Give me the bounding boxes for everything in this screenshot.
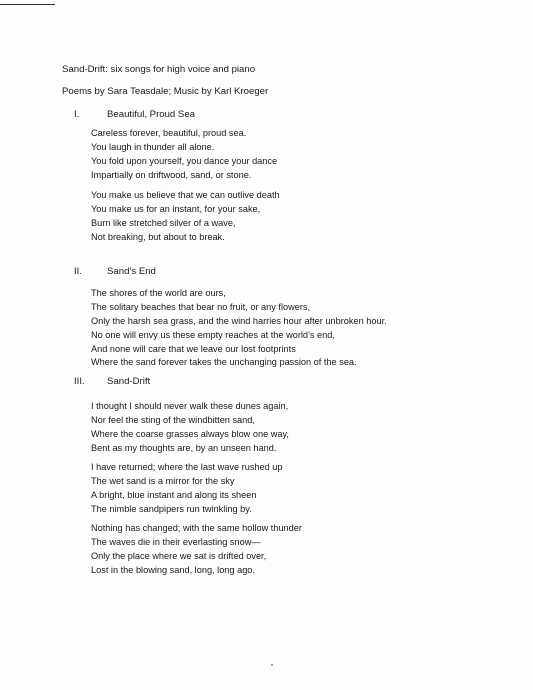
section-number: II. — [74, 266, 82, 277]
poem-line: I have returned; where the last wave rushed up — [91, 462, 283, 472]
document-title: Sand-Drift: six songs for high voice and piano — [62, 64, 256, 75]
stanza-1-2 — [91, 189, 280, 245]
poem-line: Lost in the blowing sand, long, long ago. — [91, 564, 255, 575]
section-number: III. — [74, 376, 85, 387]
poem-line: Where the coarse grasses always blow one way, — [91, 428, 289, 439]
poem-line: Only the harsh sea grass, and the wind harries hour after unbroken hour. — [91, 315, 387, 326]
poem-line: No one will envy us these empty reaches at the world’s end, — [91, 329, 335, 340]
stanza-1-1 — [91, 127, 277, 183]
poem-line: Where the sand forever takes the unchanging passion of the sea. — [91, 357, 357, 368]
section-number: I. — [74, 109, 80, 120]
document-credits: Poems by Sara Teasdale; Music by Karl Kroeger — [62, 86, 269, 97]
poem-line: You make us believe that we can outlive death — [91, 190, 280, 200]
stanza-3-2 — [91, 461, 283, 517]
poem-line: You make us for an instant, for your sake, — [91, 203, 261, 214]
poem-line: I thought I should never walk these dunes again, — [91, 401, 289, 411]
poem-line: Nor feel the sting of the windbitten sand, — [91, 414, 255, 425]
scan-speck — [271, 664, 273, 666]
poem-line: The nimble sandpipers run twinkling by. — [91, 503, 252, 514]
section-title: Sand-Drift — [107, 376, 151, 387]
stanza-3-3 — [91, 522, 302, 578]
poem-line: Careless forever, beautiful, proud sea. — [91, 128, 247, 138]
poem-line: Impartially on driftwood, sand, or stone. — [91, 169, 252, 180]
section-title: Beautiful, Proud Sea — [107, 109, 196, 120]
poem-line: And none will care that we leave our lost footprints — [91, 343, 296, 354]
poem-line: Burn like stretched silver of a wave, — [91, 217, 236, 228]
poem-line: The shores of the world are ours, — [91, 288, 226, 298]
poem-line: The wet sand is a mirror for the sky — [91, 475, 235, 486]
scan-edge-rule — [0, 4, 55, 5]
poem-line: Only the place where we sat is drifted over, — [91, 550, 267, 561]
stanza-3-1 — [91, 400, 289, 456]
poem-line: A bright, blue instant and along its sheen — [91, 489, 257, 500]
poem-line: You fold upon yourself, you dance your dance — [91, 155, 278, 166]
stanza-2-1 — [91, 287, 387, 370]
poem-line: You laugh in thunder all alone. — [91, 141, 215, 152]
poem-line: Not breaking, but about to break. — [91, 231, 225, 242]
poem-line: The solitary beaches that bear no fruit, or any flowers, — [91, 301, 311, 312]
poem-line: The waves die in their everlasting snow— — [91, 536, 261, 547]
section-title: Sand’s End — [107, 266, 156, 277]
poem-line: Nothing has changed; with the same hollow thunder — [91, 523, 302, 533]
poem-line: Bent as my thoughts are, by an unseen hand. — [91, 442, 277, 453]
